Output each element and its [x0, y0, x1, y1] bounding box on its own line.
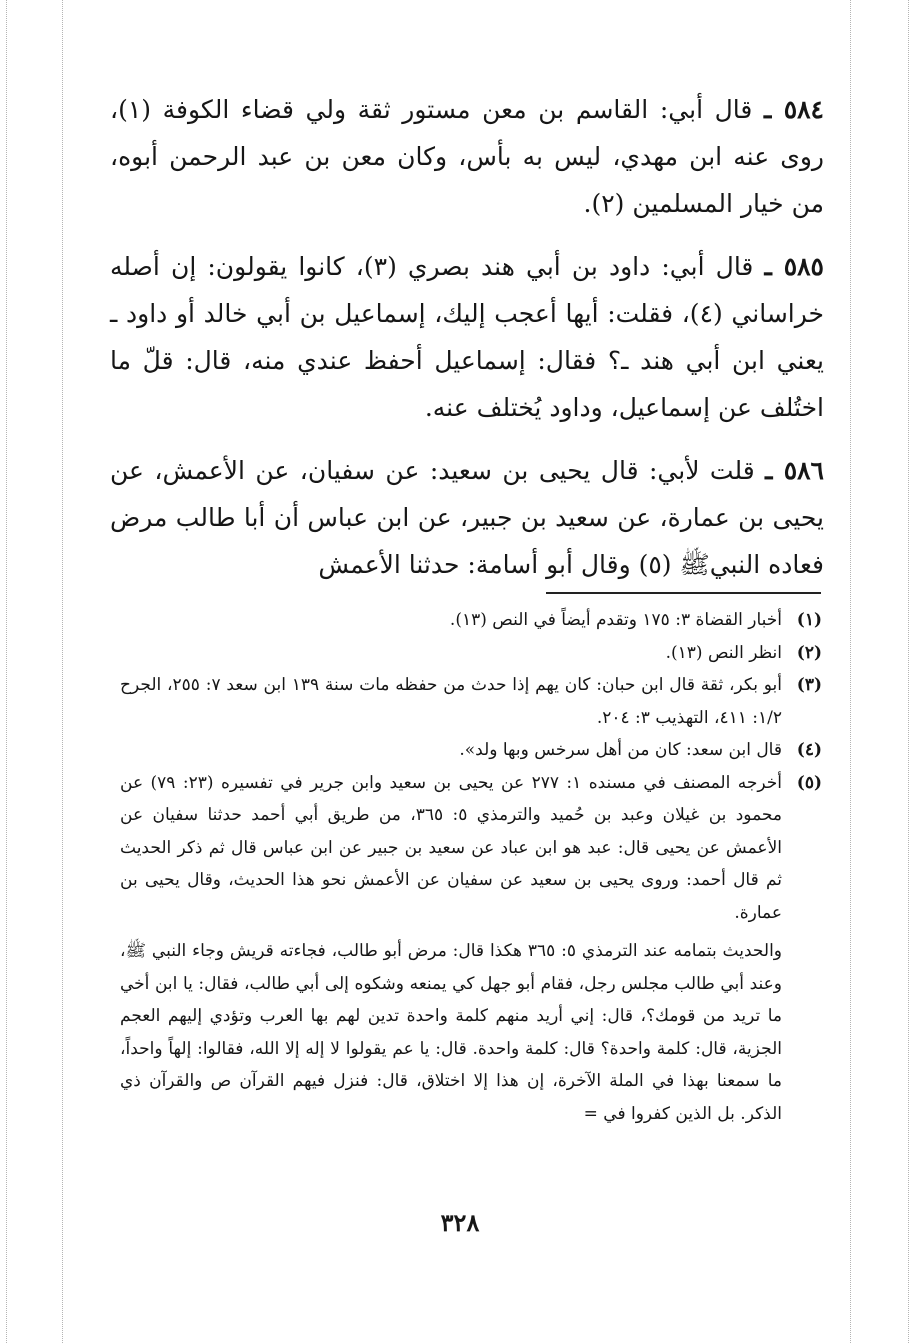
- entry-text: قلت لأبي: قال يحيى بن سعيد: عن سفيان، عن الأعمش، عن يحيى بن عمارة، عن سعيد بن جبير، عن ابن عباس أن أبا طالب مرض فعاده النبيﷺ (٥) وقال أبو أسامة: حدثنا الأعمش: [110, 456, 824, 579]
- main-text: [110, 86, 824, 604]
- footnote-3: [120, 669, 822, 734]
- entry-586: [110, 447, 824, 588]
- footnote-5: [120, 767, 822, 930]
- right-inner-dots: [850, 0, 851, 1343]
- left-margin-dots: [6, 0, 7, 1343]
- footnote-number: (٢): [796, 642, 822, 663]
- right-margin-dots: [908, 0, 909, 1343]
- footnote-text: أخبار القضاة ٣: ١٧٥ وتقدم أيضاً في النص (١٣).: [449, 610, 782, 630]
- footnote-separator: [546, 592, 821, 594]
- footnotes: [120, 604, 822, 1130]
- footnote-2: [120, 637, 822, 670]
- footnote-text: قال ابن سعد: كان من أهل سرخس وبها ولد».: [459, 740, 782, 760]
- entry-number: ٥٨٤ ـ: [764, 95, 824, 124]
- footnote-number: (٤): [796, 740, 822, 760]
- entry-number: ٥٨٦ ـ: [765, 456, 824, 485]
- entry-585: [110, 243, 824, 431]
- footnote-4: [120, 734, 822, 767]
- footnote-text: أخرجه المصنف في مسنده ١: ٢٧٧ عن يحيى بن سعيد وابن جرير في تفسيره (٢٣: ٧٩) عن محمود بن غيلان وعبد بن حُميد والترمذي ٥: ٣٦٥، من طريق أبي أحمد حدثنا سفيان عن الأعمش عن يحيى قال: عبد هو ابن عباد عن سعيد بن جبير عن ابن عباس قال ثم ذكر الحديث ثم قال أحمد: وروى يحيى بن سعيد عن سفيان عن الأعمش نحو هذا الحديث، وقال يحيى بن عمارة.: [120, 772, 783, 923]
- page-number: ٣٢٨: [440, 1208, 480, 1237]
- left-inner-dots: [62, 0, 63, 1343]
- entry-text: قال أبي: داود بن أبي هند بصري (٣)، كانوا يقولون: إن أصله خراساني (٤)، فقلت: أيها أعجب إليك، إسماعيل بن أبي خالد أو داود ـ يعني ابن أبي هند ـ؟ فقال: إسماعيل أحفظ عندي منه، قال: قلّ ما اختُلف عن إسماعيل، وداود يُختلف عنه.: [110, 252, 824, 422]
- entry-584: [110, 86, 824, 227]
- entry-number: ٥٨٥ ـ: [764, 252, 824, 281]
- footnote-1: [120, 604, 822, 637]
- footnote-number: (١): [796, 610, 822, 630]
- footnote-number: (٣): [796, 675, 822, 695]
- footnote-text: انظر النص (١٣).: [665, 642, 782, 663]
- entry-text: قال أبي: القاسم بن معن مستور ثقة ولي قضاء الكوفة (١)، روى عنه ابن مهدي، ليس به بأس، وكان معن بن عبد الرحمن أبوه، من خيار المسلمين (٢).: [110, 95, 824, 218]
- footnote-number: (٥): [796, 772, 822, 793]
- footnote-text: أبو بكر، ثقة قال ابن حبان: كان يهم إذا حدث من حفظه مات سنة ١٣٩ ابن سعد ٧: ٢٥٥، الجرح ١/٢: ٤١١، التهذيب ٣: ٢٠٤.: [120, 675, 782, 728]
- footnote-continuation: والحديث بتمامه عند الترمذي ٥: ٣٦٥ هكذا قال: مرض أبو طالب، فجاءته قريش وجاء النبي ﷺ، وعند أبي طالب مجلس رجل، فقام أبو جهل كي يمنعه وشكوه إلى أبي طالب، فقال: يا ابن أخي ما تريد من قومك؟، قال: إني أريد منهم كلمة واحدة تدين لهم بها العرب وتؤدي إليهم العجم الجزية، قال: كلمة واحدة؟ قال: كلمة واحدة. قال: يا عم يقولوا لا إله إلا الله، فقالوا: إلهاً واحداً، ما سمعنا بهذا في الملة الآخرة، إن هذا إلا اختلاق، قال: فنزل فيهم القرآن ص والقرآن ذي الذكر. بل الذين كفروا في =: [120, 941, 782, 1124]
